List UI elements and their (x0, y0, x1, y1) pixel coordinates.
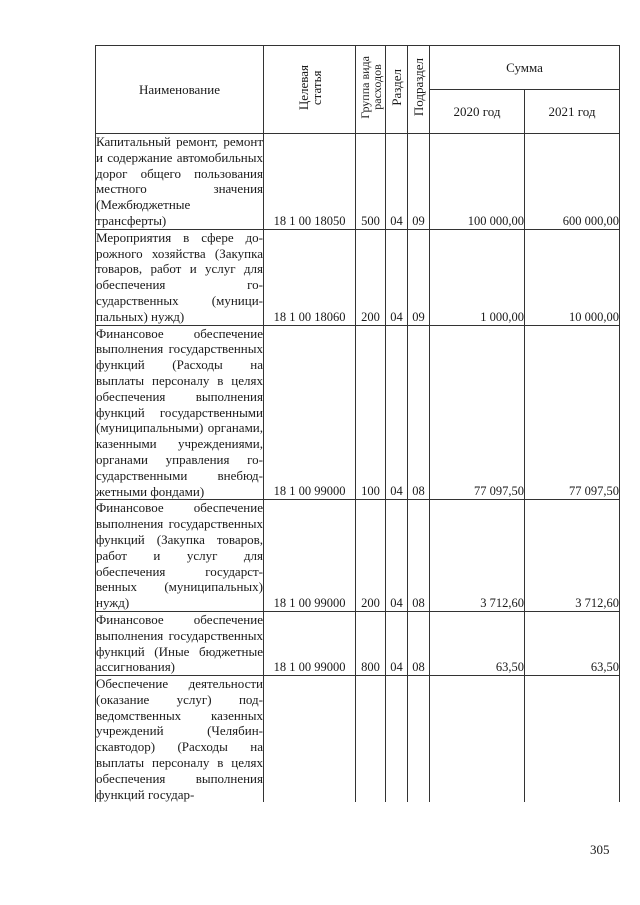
row-target-code: 18 1 00 18050 (264, 134, 356, 230)
row-section: 04 (386, 325, 408, 500)
row-exp-group (356, 676, 386, 803)
row-section: 04 (386, 611, 408, 675)
header-exp-group-label: Группа вида расходов (357, 56, 384, 119)
header-section (386, 46, 408, 134)
row-sum-2020: 77 097,50 (430, 325, 525, 500)
row-subsection: 08 (408, 500, 430, 612)
row-sum-2021: 63,50 (525, 611, 620, 675)
row-section: 04 (386, 229, 408, 325)
header-subsection-label: Подраздел (411, 58, 426, 117)
row-sum-2021: 3 712,60 (525, 500, 620, 612)
table-row (96, 325, 620, 500)
row-sum-2021 (525, 676, 620, 803)
row-name: Финансовое обеспечение выполнения государственных функций (Расходы на выплаты персоналу в целях обеспечения выполнения функций государственными (муниципальными) органами, казенными учреждениями, органами управления государственными внебюджетными фондами) (96, 325, 263, 499)
row-sum-2020: 100 000,00 (430, 134, 525, 230)
row-sum-2021: 10 000,00 (525, 229, 620, 325)
header-year-2021: 2021 год (525, 90, 620, 134)
header-target (264, 46, 356, 134)
header-exp-group (356, 46, 386, 134)
row-name: Обеспечение деятельности (оказание услуг) подведомственных казенных учреждений (Челябинскавтодор) (Расходы на выплаты персоналу в целях обеспечения выполнения функций государ- (96, 676, 263, 802)
row-sum-2021: 77 097,50 (525, 325, 620, 500)
row-sum-2020: 1 000,00 (430, 229, 525, 325)
table-row (96, 229, 620, 325)
header-section-label: Раздел (389, 69, 404, 106)
row-subsection: 09 (408, 229, 430, 325)
table-row (96, 611, 620, 675)
row-target-code: 18 1 00 99000 (264, 500, 356, 612)
row-name: Мероприятия в сфере дорожного хозяйства (Закупка товаров, работ и услуг для обеспечения государственных (муниципальных) нужд) (96, 229, 263, 324)
row-subsection: 08 (408, 325, 430, 500)
row-name: Финансовое обеспечение выполнения государственных функций (Закупка товаров, работ и услуг для обеспечения государственных (муниципальных) нужд) (96, 500, 263, 611)
row-exp-group: 200 (356, 229, 386, 325)
row-target-code (264, 676, 356, 803)
row-target-code: 18 1 00 99000 (264, 611, 356, 675)
row-section: 04 (386, 500, 408, 612)
table-row (96, 134, 620, 230)
header-year-2020: 2020 год (430, 90, 525, 134)
row-subsection: 08 (408, 611, 430, 675)
table-row (96, 500, 620, 612)
row-sum-2021: 600 000,00 (525, 134, 620, 230)
row-target-code: 18 1 00 18060 (264, 229, 356, 325)
row-name: Финансовое обеспечение выполнения государственных функций (Иные бюджетные ассигнования) (96, 611, 263, 675)
row-exp-group: 200 (356, 500, 386, 612)
row-section: 04 (386, 134, 408, 230)
table-row (96, 676, 620, 803)
row-exp-group: 500 (356, 134, 386, 230)
row-sum-2020: 3 712,60 (430, 500, 525, 612)
page-number: 305 (590, 842, 610, 857)
header-target-label: Целевая статья (295, 64, 324, 111)
row-subsection (408, 676, 430, 803)
header-sum: Сумма (430, 46, 620, 90)
row-sum-2020 (430, 676, 525, 803)
budget-table (95, 45, 620, 802)
row-subsection: 09 (408, 134, 430, 230)
row-sum-2020: 63,50 (430, 611, 525, 675)
row-name: Капитальный ремонт, ремонт и содержание автомобильных дорог общего пользования местного значения (Межбюджетные трансферты) (96, 134, 263, 228)
row-target-code: 18 1 00 99000 (264, 325, 356, 500)
header-name: Наименование (96, 46, 264, 134)
row-exp-group: 800 (356, 611, 386, 675)
row-exp-group: 100 (356, 325, 386, 500)
row-section (386, 676, 408, 803)
header-subsection (408, 46, 430, 134)
